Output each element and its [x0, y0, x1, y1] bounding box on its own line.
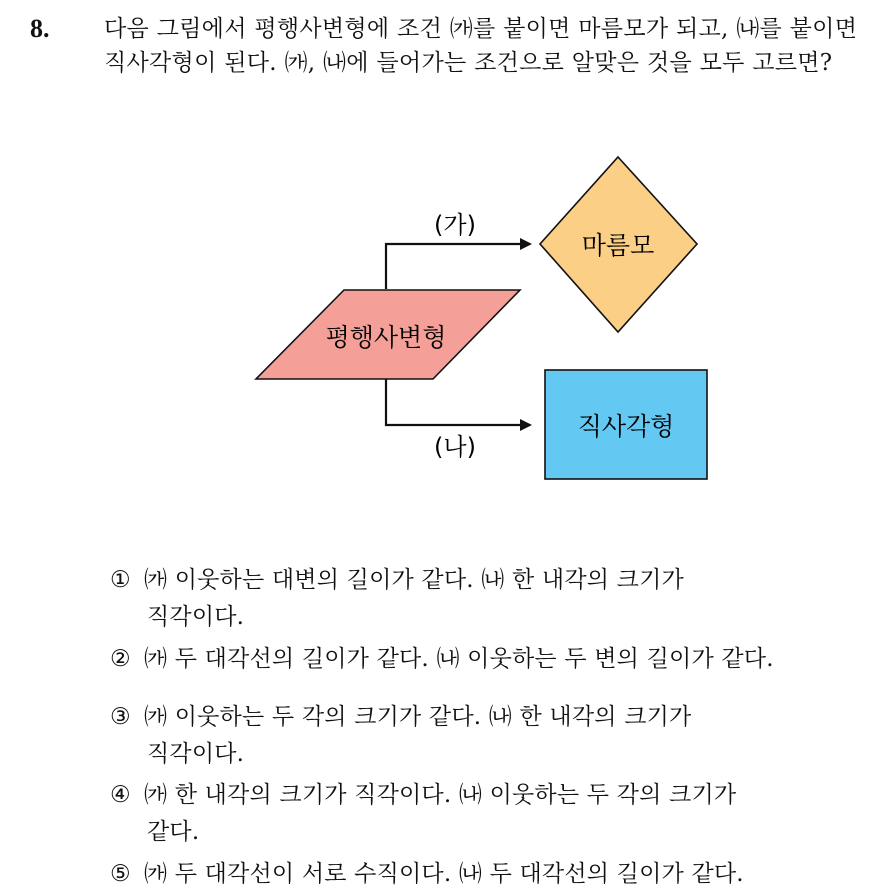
choice-number: ④: [110, 782, 131, 808]
choice-number: ①: [110, 567, 131, 593]
choice-text: ㈎ 한 내각의 크기가 직각이다. ㈏ 이웃하는 두 각의 크기가: [144, 782, 737, 808]
choice-number: ③: [110, 704, 131, 730]
arrow-label-ga: (가): [434, 211, 476, 239]
rhombus-label: 마름모: [581, 231, 655, 260]
choice-text-continued: 직각이다.: [147, 741, 245, 767]
rectangle-label: 직사각형: [577, 412, 675, 441]
choice-number: ②: [110, 646, 131, 672]
choice-text: ㈎ 이웃하는 두 각의 크기가 같다. ㈏ 한 내각의 크기가: [144, 704, 692, 730]
choice-text: ㈎ 이웃하는 대변의 길이가 같다. ㈏ 한 내각의 크기가: [144, 567, 684, 593]
parallelogram-label: 평행사변형: [325, 323, 447, 352]
choice-text-continued: 직각이다.: [147, 604, 245, 630]
choice-2[interactable]: [110, 641, 774, 678]
choice-number: ⑤: [110, 861, 131, 887]
choice-text: ㈎ 두 대각선이 서로 수직이다. ㈏ 두 대각선의 길이가 같다.: [144, 861, 744, 887]
choice-text-continued: 같다.: [147, 819, 200, 845]
choice-5[interactable]: [110, 856, 744, 893]
arrow-label-na: (나): [434, 433, 476, 461]
choice-3[interactable]: [110, 699, 691, 773]
arrow-to-rhombus: [386, 244, 530, 289]
choice-4[interactable]: [110, 777, 736, 851]
choice-1[interactable]: [110, 562, 684, 636]
arrow-to-rectangle: [386, 379, 530, 425]
choice-text: ㈎ 두 대각선의 길이가 같다. ㈏ 이웃하는 두 변의 길이가 같다.: [144, 646, 774, 672]
question-number: 8.: [30, 14, 50, 43]
question-text: 다음 그림에서 평행사변형에 조건 ㈎를 붙이면 마름모가 되고, ㈏를 붙이면 직사각형이 된다. ㈎, ㈏에 들어가는 조건으로 알맞은 것을 모두 고르면?: [104, 16, 858, 76]
